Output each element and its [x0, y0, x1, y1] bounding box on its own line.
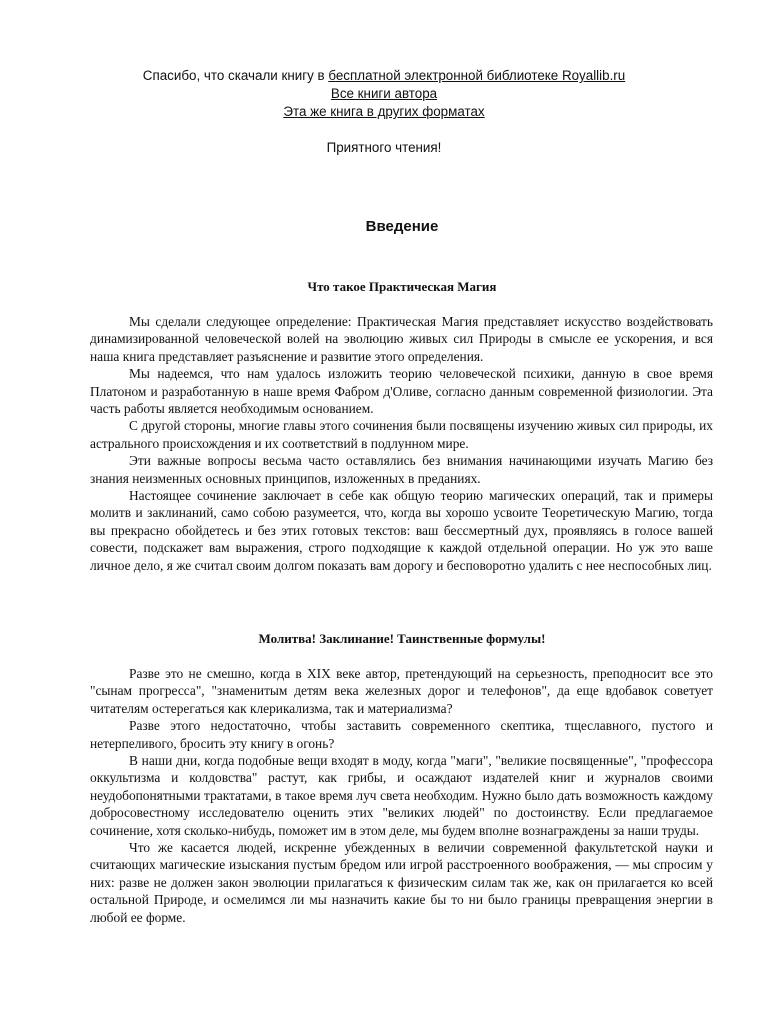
- paragraph: Мы сделали следующее определение: Практическая Магия представляет искусство воздействовать динамизированной человеческой волей на эволюцию живых сил Природы в смысле ее ускорения, и вся наша книга представляет разъяснение и развитие этого определения.: [90, 314, 713, 364]
- library-link[interactable]: бесплатной электронной библиотеке Royallib.ru: [328, 68, 626, 83]
- paragraph: Эти важные вопросы весьма часто оставлялись без внимания начинающими изучать Магию без знания неизменных основных принципов, изложенных в преданиях.: [90, 453, 713, 486]
- paragraph: Что же касается людей, искренне убежденных в величии современной факультетской науки и считающих магические изыскания пустым бредом или игрой расстроенного воображения, — мы спросим у них: разве не должен закон эволюции прилагаться к физическим силам так же, как он прилагается ко всей остальной Природе, и осмелимся ли мы назначить какие бы то ни было границы превращения энергии в любой ее форме.: [90, 840, 713, 925]
- paragraph: Настоящее сочинение заключает в себе как общую теорию магических операций, так и примеры молитв и заклинаний, само собою разумеется, что, когда вы хорошо усвоите Теоретическую Магию, тогда вы прекрасно обойдетесь и без этих готовых текстов: ваш бессмертный дух, проявляясь в голосе вашей совести, подскажет вам выражения, строго подходящие к каждой отдельной операции. Но уж это ваше личное дело, я же считал своим долгом показать вам дорогу и бесповоротно удалить с нее неспособных лиц.: [90, 488, 713, 573]
- paragraph: Разве этого недостаточно, чтобы заставить современного скептика, тщеславного, пустого и нетерпеливого, бросить эту книгу в огонь?: [90, 718, 713, 751]
- other-formats-link[interactable]: Эта же книга в других форматах: [283, 104, 485, 119]
- thanks-text: Спасибо, что скачали книгу в: [142, 68, 329, 83]
- greeting-text: Приятного чтения!: [326, 140, 442, 155]
- author-books-link[interactable]: Все книги автора: [330, 86, 438, 101]
- paragraph: В наши дни, когда подобные вещи входят в моду, когда "маги", "великие посвященные", "профессора оккультизма и колдовства" растут, как грибы, и осаждают издателей книг и журналов своими неудобопонятными трактатами, в такое время луч света необходим. Нужно было дать возможность каждому добросовестному исследователю оценить этих "великих людей" по достоинству. Если предлагаемое сочинение, хотя сколько-нибудь, поможет им в этом деле, мы будем вполне вознаграждены за наши труды.: [90, 753, 713, 838]
- download-header: [0, 67, 768, 157]
- paragraph: Разве это не смешно, когда в XIX веке автор, претендующий на серьезность, преподносит все это "сынам прогресса", "знаменитым детям века железных дорог и телефонов", да еще вдобавок советует читателям остерегаться как клерикализма, так и материализма?: [90, 666, 713, 716]
- other-formats-line: [0, 103, 768, 121]
- author-books-line: [0, 85, 768, 103]
- section-title: Что такое Практическая Магия: [307, 279, 497, 294]
- section-body: [90, 665, 713, 926]
- section-body: [90, 313, 713, 574]
- section-title: Молитва! Заклинание! Таинственные формулы!: [258, 631, 546, 646]
- paragraph: Мы надеемся, что нам удалось изложить теорию человеческой психики, данную в свое время Платоном и разработанную в наше время Фабром д'Оливе, согласно данным современной физиологии. Эта часть работы является необходимым основанием.: [90, 366, 713, 417]
- chapter-title: Введение: [365, 218, 439, 235]
- paragraph: С другой стороны, многие главы этого сочинения были посвящены изучению живых сил природы, их астрального происхождения и их соответствий в подлунном мире.: [90, 418, 713, 451]
- thanks-line: [0, 67, 768, 85]
